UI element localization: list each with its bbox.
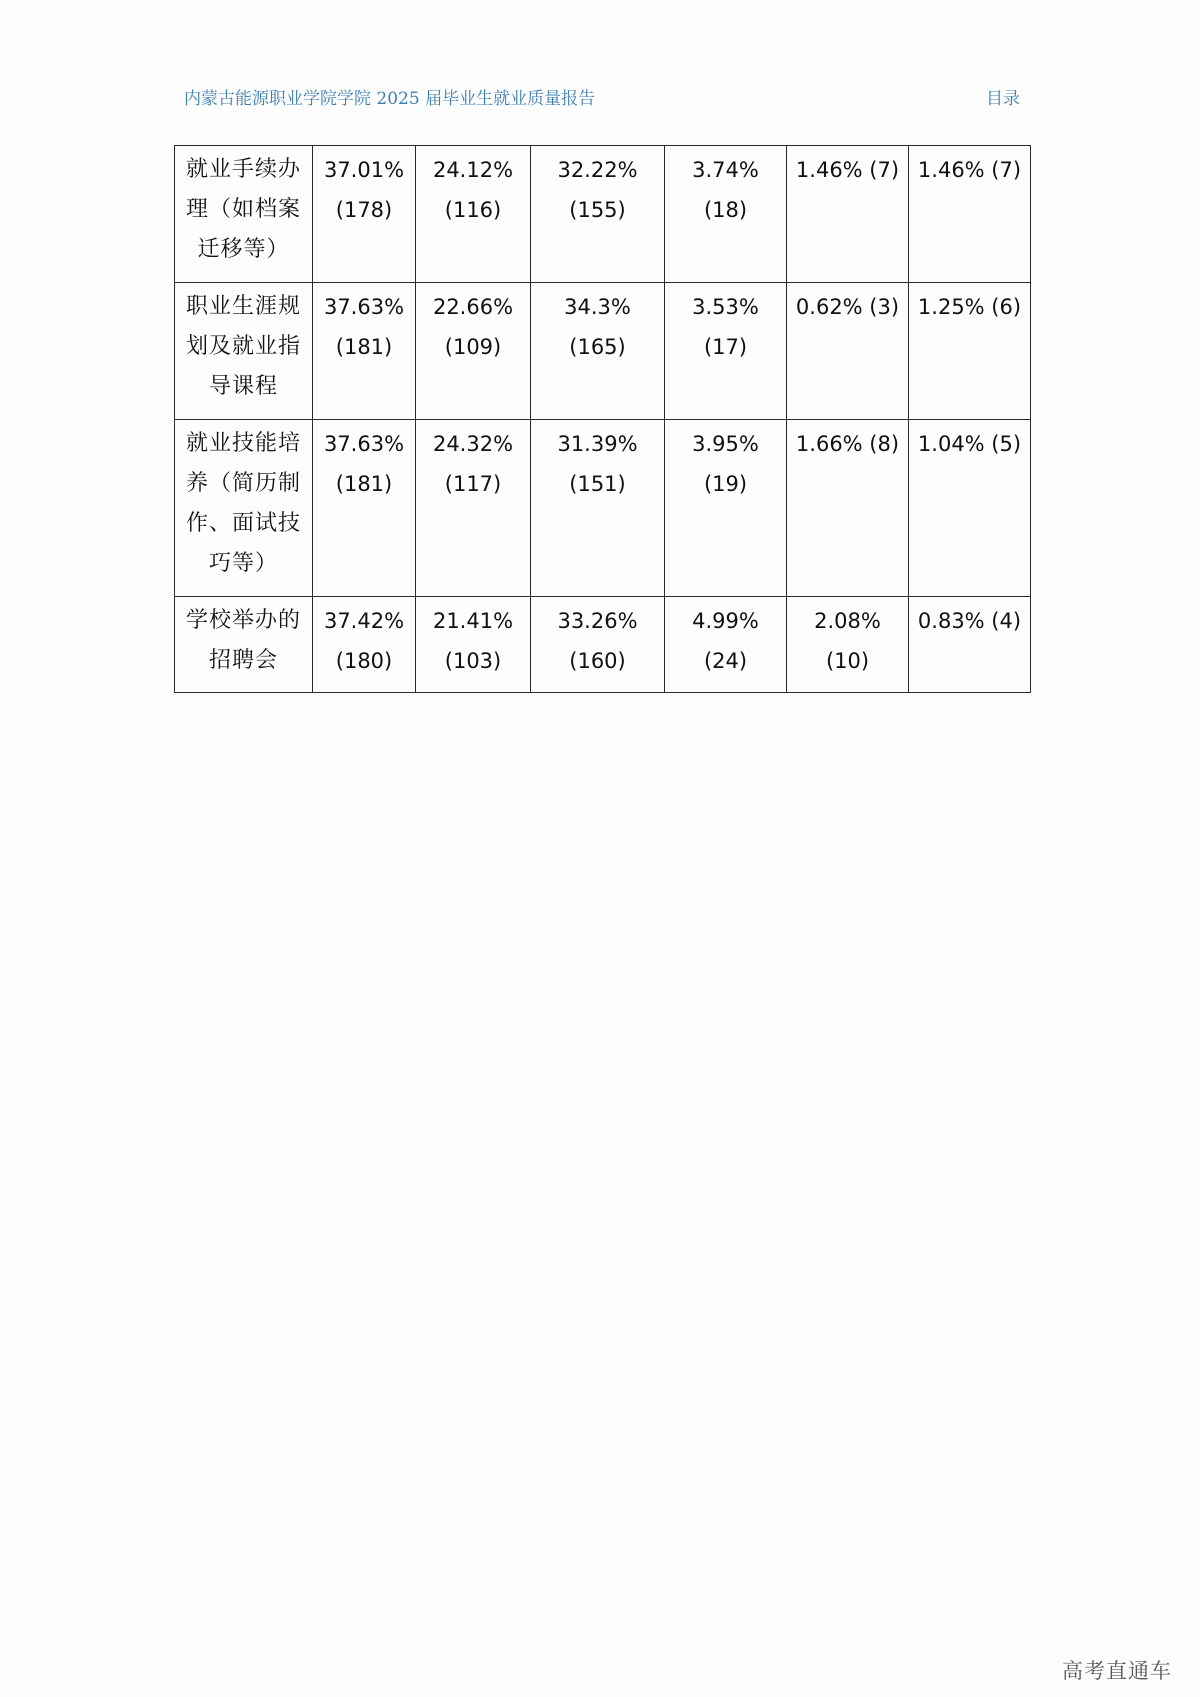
watermark: 高考直通车 bbox=[1062, 1659, 1172, 1683]
row-label: 职业生涯规划及就业指导课程 bbox=[175, 283, 313, 420]
table-cell: 1.04% (5) bbox=[909, 420, 1031, 597]
table-cell: 4.99% (24) bbox=[665, 597, 787, 693]
table-cell: 24.32% (117) bbox=[416, 420, 531, 597]
table-cell: 24.12% (116) bbox=[416, 146, 531, 283]
table-cell: 31.39% (151) bbox=[531, 420, 665, 597]
table-cell: 37.42% (180) bbox=[313, 597, 416, 693]
table-cell: 37.01% (178) bbox=[313, 146, 416, 283]
table-cell: 2.08% (10) bbox=[787, 597, 909, 693]
table-cell: 33.26% (160) bbox=[531, 597, 665, 693]
table-cell: 3.53% (17) bbox=[665, 283, 787, 420]
table-of-contents-link[interactable]: 目录 bbox=[986, 89, 1020, 109]
table-cell: 21.41% (103) bbox=[416, 597, 531, 693]
table-row bbox=[175, 420, 1031, 597]
table-cell: 37.63% (181) bbox=[313, 283, 416, 420]
report-title: 内蒙古能源职业学院学院 2025 届毕业生就业质量报告 bbox=[184, 89, 596, 109]
page-header bbox=[184, 86, 1020, 112]
table-row bbox=[175, 597, 1031, 693]
table-cell: 22.66% (109) bbox=[416, 283, 531, 420]
table-cell: 1.66% (8) bbox=[787, 420, 909, 597]
table-cell: 3.74% (18) bbox=[665, 146, 787, 283]
table-row bbox=[175, 146, 1031, 283]
table-cell: 37.63% (181) bbox=[313, 420, 416, 597]
table-cell: 32.22% (155) bbox=[531, 146, 665, 283]
table-row bbox=[175, 283, 1031, 420]
table-cell: 1.46% (7) bbox=[909, 146, 1031, 283]
satisfaction-table bbox=[174, 145, 1031, 693]
table-cell: 0.62% (3) bbox=[787, 283, 909, 420]
row-label: 学校举办的招聘会 bbox=[175, 597, 313, 693]
table-cell: 0.83% (4) bbox=[909, 597, 1031, 693]
table-cell: 3.95% (19) bbox=[665, 420, 787, 597]
table-cell: 1.46% (7) bbox=[787, 146, 909, 283]
table-cell: 1.25% (6) bbox=[909, 283, 1031, 420]
row-label: 就业手续办理（如档案迁移等） bbox=[175, 146, 313, 283]
table-cell: 34.3% (165) bbox=[531, 283, 665, 420]
row-label: 就业技能培养（简历制作、面试技巧等） bbox=[175, 420, 313, 597]
